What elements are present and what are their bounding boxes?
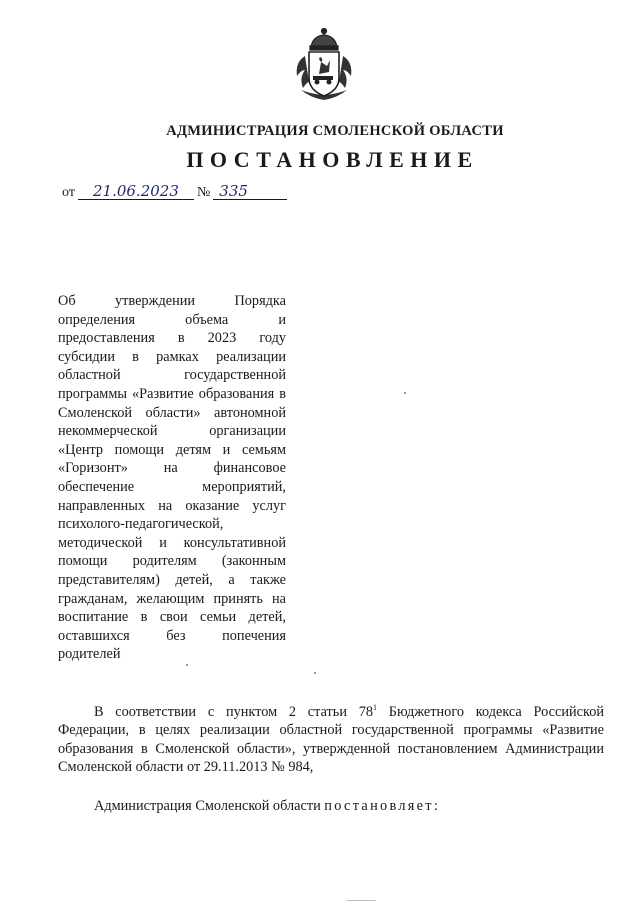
preamble-paragraph xyxy=(58,703,604,776)
article-superscript: 1 xyxy=(373,703,378,713)
document-type-title: ПОСТАНОВЛЕНИЕ xyxy=(186,147,479,172)
coat-of-arms-icon xyxy=(291,26,357,106)
scan-speck xyxy=(186,664,188,666)
decree-verb: постановляет: xyxy=(324,798,441,814)
preamble-text-end: Бюджетного кодекса Российской Федерации, в целях реализации областной государственной программы «Развитие образования в Смоленской области», утвержденной постановлением Администрации Смоленской области от 29.11.2013 № 984, xyxy=(58,704,604,775)
handwritten-date: 21.06.2023 xyxy=(78,184,194,200)
date-label: от xyxy=(62,185,75,200)
number-label: № xyxy=(196,185,211,200)
issuing-authority: АДМИНИСТРАЦИЯ СМОЛЕНСКОЙ ОБЛАСТИ xyxy=(166,123,504,139)
scan-speck xyxy=(314,672,316,674)
handwritten-number: 335 xyxy=(213,184,287,200)
decree-subject: Администрация Смоленской области xyxy=(94,798,325,814)
preamble-text-start: В соответствии с пунктом 2 статьи 78 xyxy=(94,704,374,720)
scan-speck xyxy=(404,392,406,394)
document-subject: Об утверждении Порядка определения объема и предоставления в 2023 году субсидии в рамках реализации областной государственной программы «Развитие образования в Смоленской области» автономной некоммерческой организации «Центр помощи детям и семьям «Горизонт» на финансовое обеспечение мероприятий, направленных на оказание услуг психолого-педагогической, методической и консультативной помощи родителям (законным представителям) детей, а также гражданам, желающим принять на воспитание в свои семьи детей, оставшихся без попечения родителей xyxy=(58,293,286,663)
document-date-number xyxy=(62,184,287,201)
scan-speck xyxy=(346,900,376,901)
decree-line xyxy=(94,798,440,815)
